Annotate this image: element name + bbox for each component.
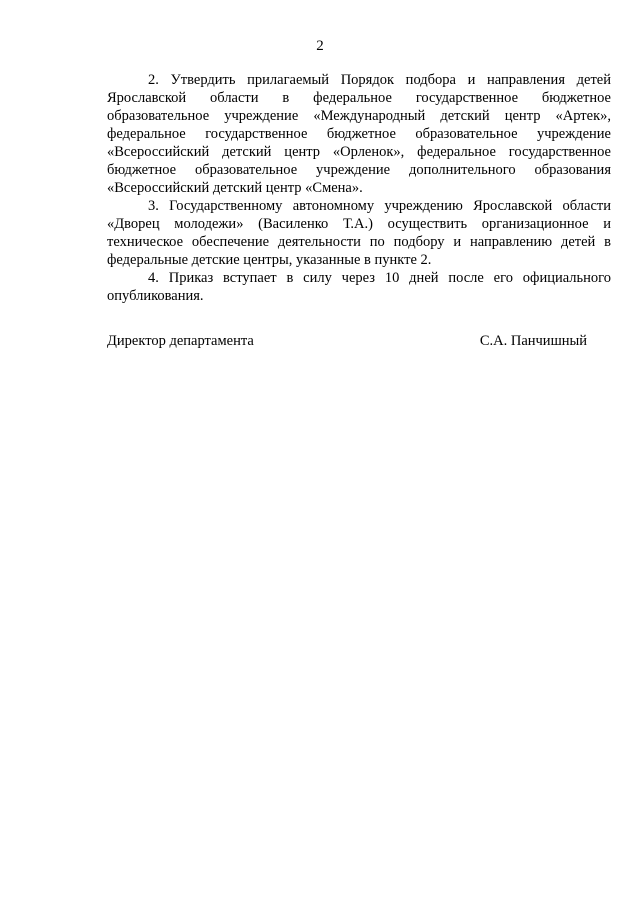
paragraph-item-4: 4. Приказ вступает в силу через 10 дней после его официального опубликования. [107, 270, 611, 304]
page-number: 2 [316, 38, 324, 54]
signatory-name: С.А. Панчишный [479, 333, 587, 349]
signatory-position: Директор департамента [107, 333, 254, 349]
document-body [107, 71, 611, 305]
paragraph-item-3: 3. Государственному автономному учреждению Ярославской области «Дворец молодежи» (Василенко Т.А.) осуществить организационное и техническое обеспечение деятельности по подбору и направлению детей в федеральные детские центры, указанные в пункте 2. [107, 198, 611, 268]
paragraph-item-2: 2. Утвердить прилагаемый Порядок подбора и направления детей Ярославской области в федеральное государственное бюджетное образовательное учреждение «Международный детский центр «Артек», федеральное государственное бюджетное образовательное учреждение «Всероссийский детский центр «Орленок», федеральное государственное бюджетное образовательное учреждение дополнительного образования «Всероссийский детский центр «Смена». [107, 72, 611, 196]
